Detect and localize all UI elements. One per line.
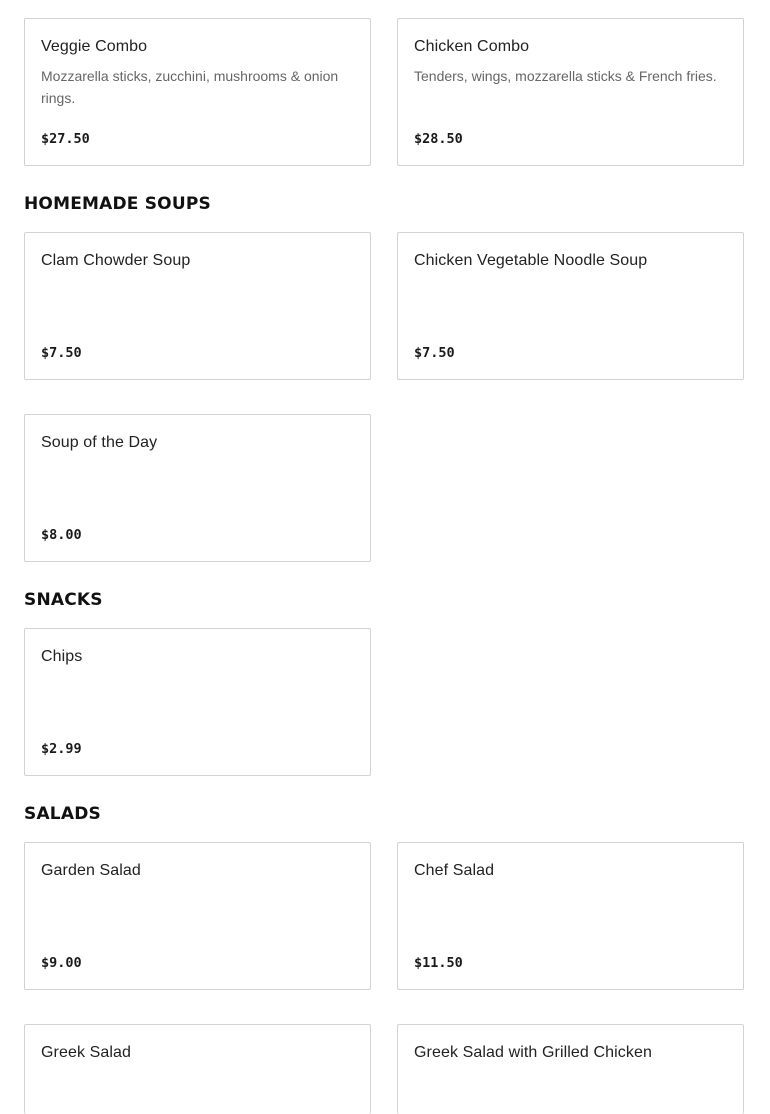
section-title-soups: HOMEMADE SOUPS: [24, 194, 211, 214]
menu-item-card[interactable]: [397, 18, 744, 166]
menu-item-name: Greek Salad with Grilled Chicken: [414, 1044, 652, 1061]
section-title-salads: SALADS: [24, 804, 101, 824]
section-title-snacks: SNACKS: [24, 590, 103, 610]
menu-item-card[interactable]: [24, 1024, 371, 1114]
menu-item-card[interactable]: [24, 628, 371, 776]
menu-item-price: $2.99: [41, 741, 82, 757]
menu-item-price: $7.50: [41, 345, 82, 361]
menu-item-description: Tenders, wings, mozzarella sticks & French fries.: [414, 68, 717, 84]
menu-item-card[interactable]: [24, 414, 371, 562]
menu-item-card[interactable]: [24, 842, 371, 990]
menu-item-card[interactable]: [397, 232, 744, 380]
menu-item-price: $7.50: [414, 345, 455, 361]
menu-item-price: $8.00: [41, 527, 82, 543]
menu-item-name: Chicken Vegetable Noodle Soup: [414, 252, 648, 269]
menu-item-name: Chicken Combo: [414, 38, 530, 55]
menu-item-description: Mozzarella sticks, zucchini, mushrooms & onion rings.: [41, 68, 339, 106]
menu-item-price: $11.50: [414, 955, 463, 971]
menu-item-price: $28.50: [414, 131, 463, 147]
menu-item-price: $27.50: [41, 131, 90, 147]
menu-item-name: Veggie Combo: [41, 38, 148, 55]
menu-item-name: Soup of the Day: [41, 434, 158, 451]
menu-item-price: $9.00: [41, 955, 82, 971]
menu-item-name: Clam Chowder Soup: [41, 252, 191, 269]
menu-item-name: Chef Salad: [414, 862, 495, 879]
menu-item-card[interactable]: [397, 842, 744, 990]
menu-item-card[interactable]: [24, 18, 371, 166]
menu-item-card[interactable]: [397, 1024, 744, 1114]
menu-item-card[interactable]: [24, 232, 371, 380]
menu-item-name: Chips: [41, 648, 83, 665]
menu-item-name: Garden Salad: [41, 862, 141, 879]
menu-item-name: Greek Salad: [41, 1044, 132, 1061]
